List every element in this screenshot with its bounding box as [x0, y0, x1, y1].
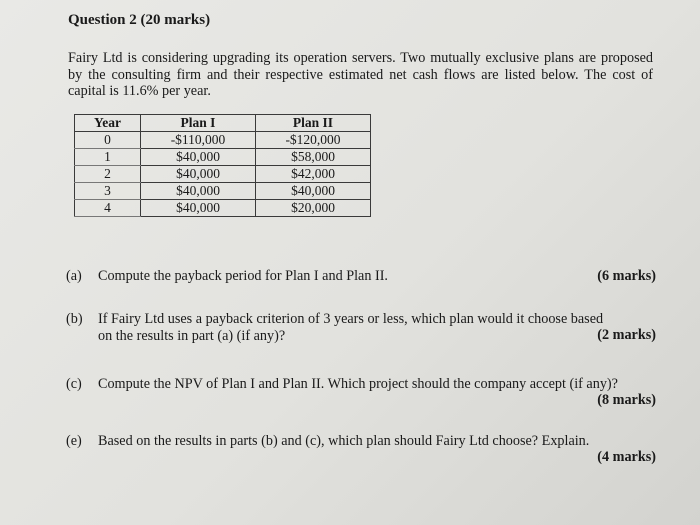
table-row	[75, 183, 371, 200]
cell-plan-1: $40,000	[141, 149, 256, 166]
part-b-label: (b)	[66, 311, 83, 327]
cell-plan-2: $40,000	[256, 183, 371, 200]
cell-plan-1: $40,000	[141, 166, 256, 183]
cell-year: 2	[75, 166, 141, 183]
part-a-label: (a)	[66, 268, 82, 284]
part-e-text: Based on the results in parts (b) and (c), which plan should Fairy Ltd choose? Explain.	[98, 433, 590, 449]
cell-plan-1: -$110,000	[141, 132, 256, 149]
header-plan-1: Plan I	[141, 115, 256, 132]
table-row	[75, 166, 371, 183]
part-b-text: If Fairy Ltd uses a payback criterion of 3 years or less, which plan would it choose based on the results in part (a) (if any)?	[98, 311, 604, 344]
table-row	[75, 149, 371, 166]
cell-plan-2: $20,000	[256, 200, 371, 217]
part-a-marks: (6 marks)	[597, 268, 656, 284]
table-row	[75, 200, 371, 217]
cell-plan-1: $40,000	[141, 200, 256, 217]
question-heading: Question 2 (20 marks)	[68, 12, 211, 28]
cell-plan-2: -$120,000	[256, 132, 371, 149]
cash-flow-table	[74, 114, 371, 217]
cell-year: 4	[75, 200, 141, 217]
part-c-marks: (8 marks)	[597, 392, 656, 408]
cell-plan-2: $58,000	[256, 149, 371, 166]
part-e-marks: (4 marks)	[597, 449, 656, 465]
part-a-text: Compute the payback period for Plan I and Plan II.	[98, 268, 388, 284]
part-c-label: (c)	[66, 376, 82, 392]
cell-plan-1: $40,000	[141, 183, 256, 200]
part-c-text: Compute the NPV of Plan I and Plan II. Which project should the company accept (if any)?	[98, 376, 618, 392]
part-e-label: (e)	[66, 433, 82, 449]
cell-year: 0	[75, 132, 141, 149]
question-intro: Fairy Ltd is considering upgrading its operation servers. Two mutually exclusive plans are proposed by the consulting firm and their respective estimated net cash flows are listed below. The cost of capital is 11.6% per year.	[68, 50, 653, 99]
part-b-marks: (2 marks)	[597, 327, 656, 343]
cell-year: 1	[75, 149, 141, 166]
table-row	[75, 132, 371, 149]
header-year: Year	[75, 115, 141, 132]
cell-year: 3	[75, 183, 141, 200]
table-header-row	[75, 115, 371, 132]
cell-plan-2: $42,000	[256, 166, 371, 183]
header-plan-2: Plan II	[256, 115, 371, 132]
